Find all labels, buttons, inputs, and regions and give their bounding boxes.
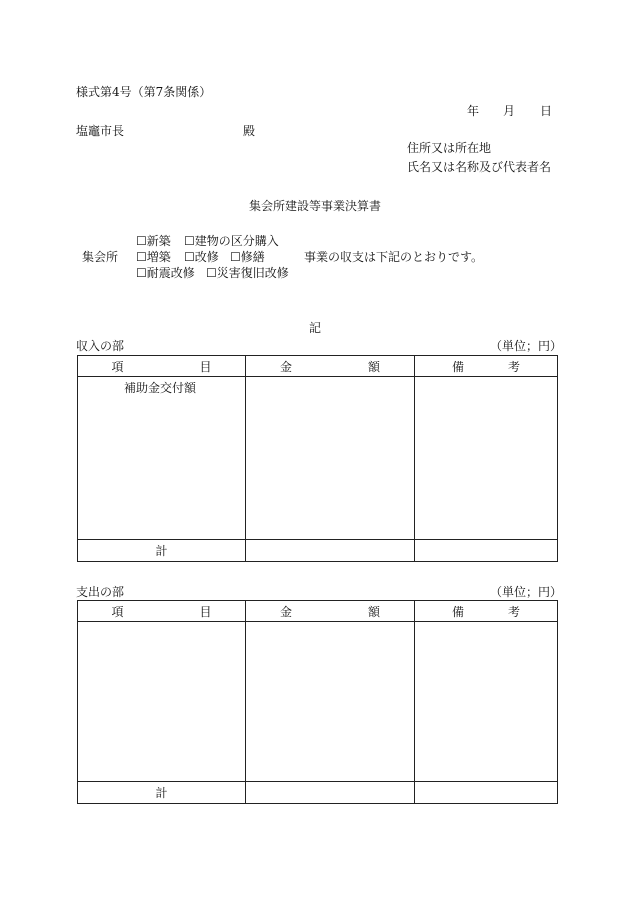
income-amount-cell[interactable] — [246, 377, 415, 540]
date-day-label: 日 — [540, 104, 553, 118]
document-title: 集会所建設等事業決算書 — [249, 199, 382, 213]
expense-total-amount-cell[interactable] — [246, 782, 415, 804]
date-year-label: 年 — [467, 104, 480, 118]
income-header-row — [78, 356, 558, 377]
checkbox-unit-purchase[interactable]: ☐建物の区分購入 — [184, 234, 279, 248]
income-item-subsidy: 補助金交付額 — [124, 381, 197, 395]
checkbox-seismic-retrofit[interactable]: ☐耐震改修 — [136, 266, 195, 280]
honorific: 殿 — [243, 124, 256, 138]
checkbox-new-build[interactable]: ☐新築 — [136, 234, 171, 248]
income-total-label: 計 — [78, 540, 246, 562]
checkbox-disaster-recovery[interactable]: ☐災害復旧改修 — [206, 266, 289, 280]
addressee: 塩竈市長 — [76, 124, 125, 138]
income-item-cell[interactable] — [78, 377, 246, 540]
income-table — [77, 355, 558, 562]
name-label: 氏名又は名称及び代表者名 — [407, 160, 552, 174]
income-header-remarks: 備 考 — [415, 356, 558, 377]
expense-section-label: 支出の部 — [76, 585, 125, 599]
expense-total-remarks-cell[interactable] — [415, 782, 558, 804]
address-label: 住所又は所在地 — [407, 141, 492, 155]
checkbox-extension[interactable]: ☐増築 — [136, 250, 171, 264]
expense-header-remarks: 備 考 — [415, 601, 558, 622]
income-remarks-cell[interactable] — [415, 377, 558, 540]
income-body-row — [78, 377, 558, 540]
statement: 事業の収支は下記のとおりです。 — [304, 250, 484, 264]
expense-header-amount: 金 額 — [246, 601, 415, 622]
checkbox-renovation[interactable]: ☐改修 — [184, 250, 219, 264]
expense-amount-cell[interactable] — [246, 622, 415, 782]
income-unit: （単位；円） — [490, 339, 563, 353]
expense-table — [77, 600, 558, 804]
date-month-label: 月 — [503, 104, 516, 118]
expense-header-item: 項 目 — [78, 601, 246, 622]
income-header-item: 項 目 — [78, 356, 246, 377]
expense-total-label: 計 — [78, 782, 246, 804]
form-number: 様式第4号（第7条関係） — [76, 85, 212, 99]
income-total-remarks-cell[interactable] — [415, 540, 558, 562]
facility-label: 集会所 — [82, 250, 119, 264]
expense-header-row — [78, 601, 558, 622]
expense-unit: （単位；円） — [490, 585, 563, 599]
income-header-amount: 金 額 — [246, 356, 415, 377]
checkbox-repair[interactable]: ☐修繕 — [230, 250, 265, 264]
income-section-label: 収入の部 — [76, 339, 125, 353]
expense-total-row — [78, 782, 558, 804]
ki-notation: 記 — [309, 321, 322, 335]
income-total-amount-cell[interactable] — [246, 540, 415, 562]
expense-remarks-cell[interactable] — [415, 622, 558, 782]
expense-item-cell[interactable] — [78, 622, 246, 782]
expense-body-row — [78, 622, 558, 782]
income-total-row — [78, 540, 558, 562]
